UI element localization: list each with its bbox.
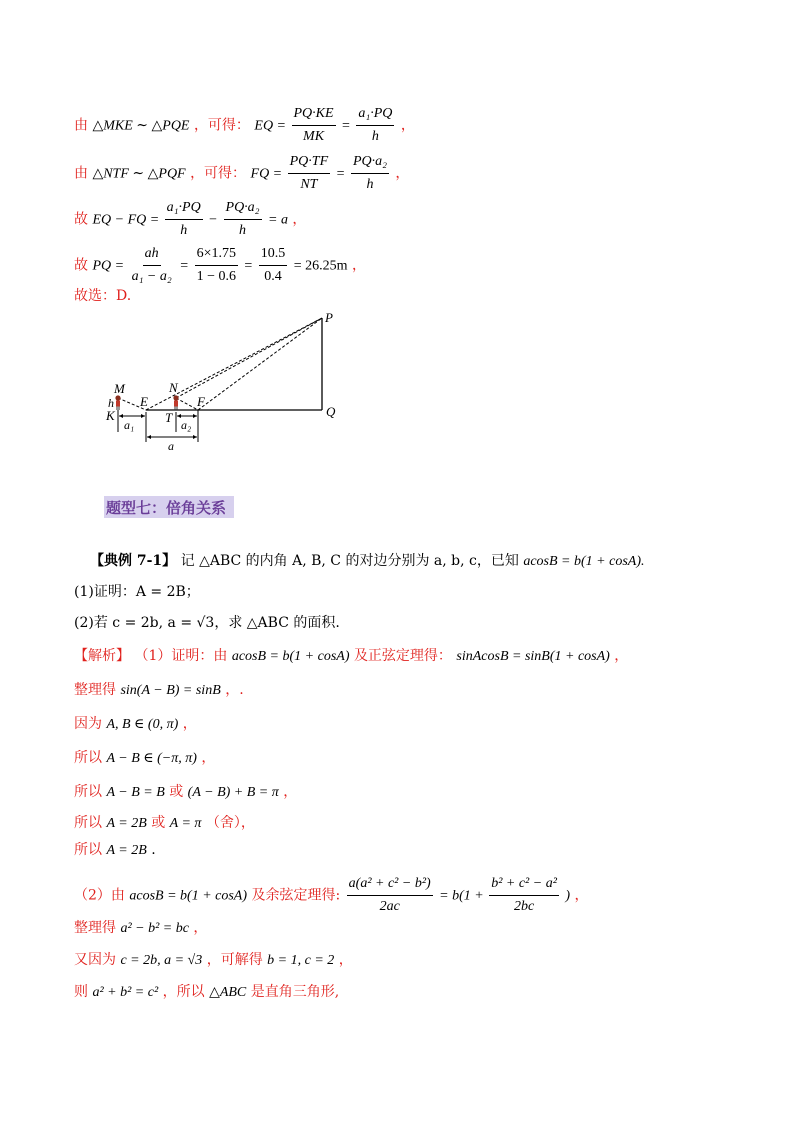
fraction: [356, 104, 394, 147]
fraction: [259, 244, 288, 287]
text: 整理得: [74, 920, 116, 936]
numerator: a₁·PQ: [165, 198, 203, 220]
fraction: [292, 104, 336, 147]
line-NP: [176, 318, 322, 398]
solution-line-11: [74, 982, 339, 1003]
text: ，: [395, 165, 410, 182]
text: 所以: [74, 784, 102, 800]
equation: A − B = B: [106, 785, 165, 800]
text: ，可解得: [206, 952, 263, 968]
equation: ): [565, 888, 571, 904]
text: ，: [400, 117, 415, 134]
fraction: [130, 244, 174, 287]
problem-part-2: (2)若 c = 2b, a = √3，求 △ABC 的面积.: [74, 615, 340, 631]
text: ，可得：: [193, 117, 250, 134]
text: 所以: [74, 750, 102, 766]
person-M: [115, 395, 120, 410]
equation: A, B ∈ (0, π): [106, 717, 179, 732]
fraction: [195, 244, 238, 287]
line-NF: [176, 398, 198, 410]
solution-tag: 【解析】: [74, 648, 130, 664]
denominator: h: [180, 223, 188, 238]
solution-line-7: [74, 840, 156, 861]
denominator: 0.4: [264, 269, 282, 284]
line-EP: [146, 318, 322, 410]
problem-statement: [90, 551, 644, 572]
equation: (A − B) + B = π: [187, 785, 279, 800]
solution-line-3: [74, 714, 197, 735]
derivation-line-1: 由 △MKE ∼ △PQE ，可得： EQ = $\frac{PQ\cdot KE}{MK}$ = $\frac{\text{a₁·PQ}}{h}$ ，: [74, 104, 415, 147]
geometry-figure: [100, 308, 350, 458]
fraction: [351, 152, 389, 195]
numerator: PQ·TF: [288, 152, 331, 174]
text: 则: [74, 984, 88, 1000]
label-M: M: [114, 381, 125, 396]
label-h: h: [108, 396, 114, 410]
text: ，: [574, 887, 589, 904]
text: 由: [74, 117, 88, 134]
denominator: 2ac: [379, 899, 400, 914]
text: 及正弦定理得：: [353, 648, 452, 664]
label-a2: a₂: [181, 418, 192, 432]
solution-line-9: [74, 918, 207, 939]
person-N: [173, 395, 178, 410]
equation: EQ =: [254, 118, 290, 134]
numerator: PQ·KE: [292, 104, 336, 126]
solution-line-1: [74, 646, 628, 667]
derivation-line-3: 故 EQ − FQ = $\frac{\text{a₁·PQ}}{h}$ − $\frac{\text{PQ·a₂}}{h}$ = a ，: [74, 198, 306, 241]
equation: = b(1 +: [439, 888, 488, 904]
text: ，: [201, 750, 216, 766]
numerator: 10.5: [259, 244, 288, 266]
label-a1: a₁: [124, 418, 135, 432]
numerator: 6×1.75: [195, 244, 238, 266]
denominator: h: [366, 177, 374, 192]
text: 由: [74, 165, 88, 182]
text: 所以: [74, 842, 102, 858]
text: .: [151, 842, 156, 858]
equation: c = 2b, a = √3: [120, 953, 203, 968]
answer-line: 故选：D.: [74, 288, 132, 304]
fraction: [489, 874, 559, 917]
denominator: 1 − 0.6: [196, 269, 236, 284]
fraction: [347, 874, 433, 917]
label-E: E: [140, 394, 148, 409]
text: （2）由: [74, 887, 125, 904]
derivation-line-2: 由 △NTF ∼ △PQF ，可得： FQ = $\frac{PQ\cdot TF}{NT}$ = $\frac{\text{PQ·a₂}}{h}$ ，: [74, 152, 409, 195]
equation: acosB = b(1 + cosA): [129, 888, 248, 904]
equation: sinAcosB = sinB(1 + cosA): [456, 649, 610, 664]
solution-line-6: [74, 813, 255, 834]
text: ，: [193, 920, 208, 936]
text: （舍），: [205, 815, 255, 831]
fraction: [165, 198, 203, 241]
solution-line-2: [74, 680, 244, 701]
numerator: a(a² + c² − b²): [347, 874, 433, 896]
section-title: [104, 496, 234, 518]
text: 故: [74, 257, 88, 274]
text: ，: [351, 257, 366, 274]
problem-tag: 【典例 7-1】: [90, 553, 177, 569]
numerator: PQ·a₂: [224, 198, 262, 220]
equation: A = 2B: [106, 843, 147, 858]
numerator: PQ·a₂: [351, 152, 389, 174]
text: ，可得：: [190, 165, 247, 182]
equation: A − B ∈ (−π, π): [106, 751, 197, 766]
equation: a² − b² = bc: [120, 921, 189, 936]
numerator: b² + c² − a²: [489, 874, 559, 896]
text: 或: [151, 815, 166, 831]
text: 因为: [74, 716, 102, 732]
derivation-line-4: 故 PQ = $\frac{ah}{\text{a₁ − a₂}}$ = $\frac{6\times 1.75}{1 - 0.6}$ = $\frac{10.5}{0.4}$ = 26.25m ，: [74, 244, 366, 287]
section-title-text: 题型七：倍角关系: [106, 499, 227, 517]
text: ，: [283, 784, 298, 800]
text: 又因为: [74, 952, 116, 968]
text: 是直角三角形,: [250, 984, 340, 1000]
denominator: a₁ − a₂: [131, 269, 172, 284]
equation: b = 1, c = 2: [267, 953, 335, 968]
equation: EQ − FQ =: [92, 212, 163, 228]
line-FP: [198, 318, 322, 410]
equation: FQ =: [250, 166, 286, 182]
solution-line-10: [74, 950, 353, 971]
solution-line-5: [74, 782, 297, 803]
equation: PQ =: [92, 258, 128, 274]
label-a: a: [168, 439, 174, 453]
numerator: ah: [143, 244, 161, 266]
denominator: MK: [303, 129, 325, 144]
label-Q: Q: [326, 404, 336, 419]
text: 所以: [74, 815, 102, 831]
denominator: h: [371, 129, 379, 144]
denominator: NT: [300, 177, 318, 192]
text: ，: [614, 648, 629, 664]
text: ，: [292, 211, 307, 228]
text: 整理得: [74, 682, 116, 698]
equation-tail: = 26.25m: [293, 258, 348, 274]
text: 或: [169, 784, 184, 800]
equation: A = 2B: [106, 816, 147, 831]
equation: △ABC: [209, 985, 247, 1000]
solution-line-8: [74, 874, 588, 917]
numerator: a₁·PQ: [356, 104, 394, 126]
equation: a² + b² = c²: [92, 985, 159, 1000]
label-P: P: [325, 310, 333, 325]
text: 及余弦定理得:: [251, 887, 341, 904]
similar-triangles: △MKE ∼ △PQE: [92, 118, 190, 134]
fraction: [224, 198, 262, 241]
problem-condition: acosB = b(1 + cosA).: [523, 554, 645, 569]
label-F: F: [197, 394, 205, 409]
denominator: 2bc: [513, 899, 535, 914]
text: ，所以: [162, 984, 205, 1000]
text: ，.: [225, 682, 244, 698]
similar-triangles: △NTF ∼ △PQF: [92, 166, 186, 182]
fraction: [288, 152, 331, 195]
label-T: T: [165, 410, 173, 425]
solution-line-4: [74, 748, 215, 769]
problem-part-1: (1)证明：A = 2B；: [74, 584, 200, 600]
text: ，: [338, 952, 353, 968]
problem-text: 记 △ABC 的内角 A, B, C 的对边分别为 a, b, c，已知: [180, 553, 524, 569]
denominator: h: [239, 223, 247, 238]
text: （1）证明：由: [134, 648, 228, 664]
equation: acosB = b(1 + cosA): [231, 649, 350, 664]
text: ，: [182, 716, 197, 732]
equation-tail: = a: [268, 212, 288, 228]
label-N: N: [169, 380, 178, 395]
label-K: K: [106, 408, 115, 423]
equation: sin(A − B) = sinB: [120, 683, 221, 698]
text: 故: [74, 211, 88, 228]
equation: A = π: [169, 816, 202, 831]
